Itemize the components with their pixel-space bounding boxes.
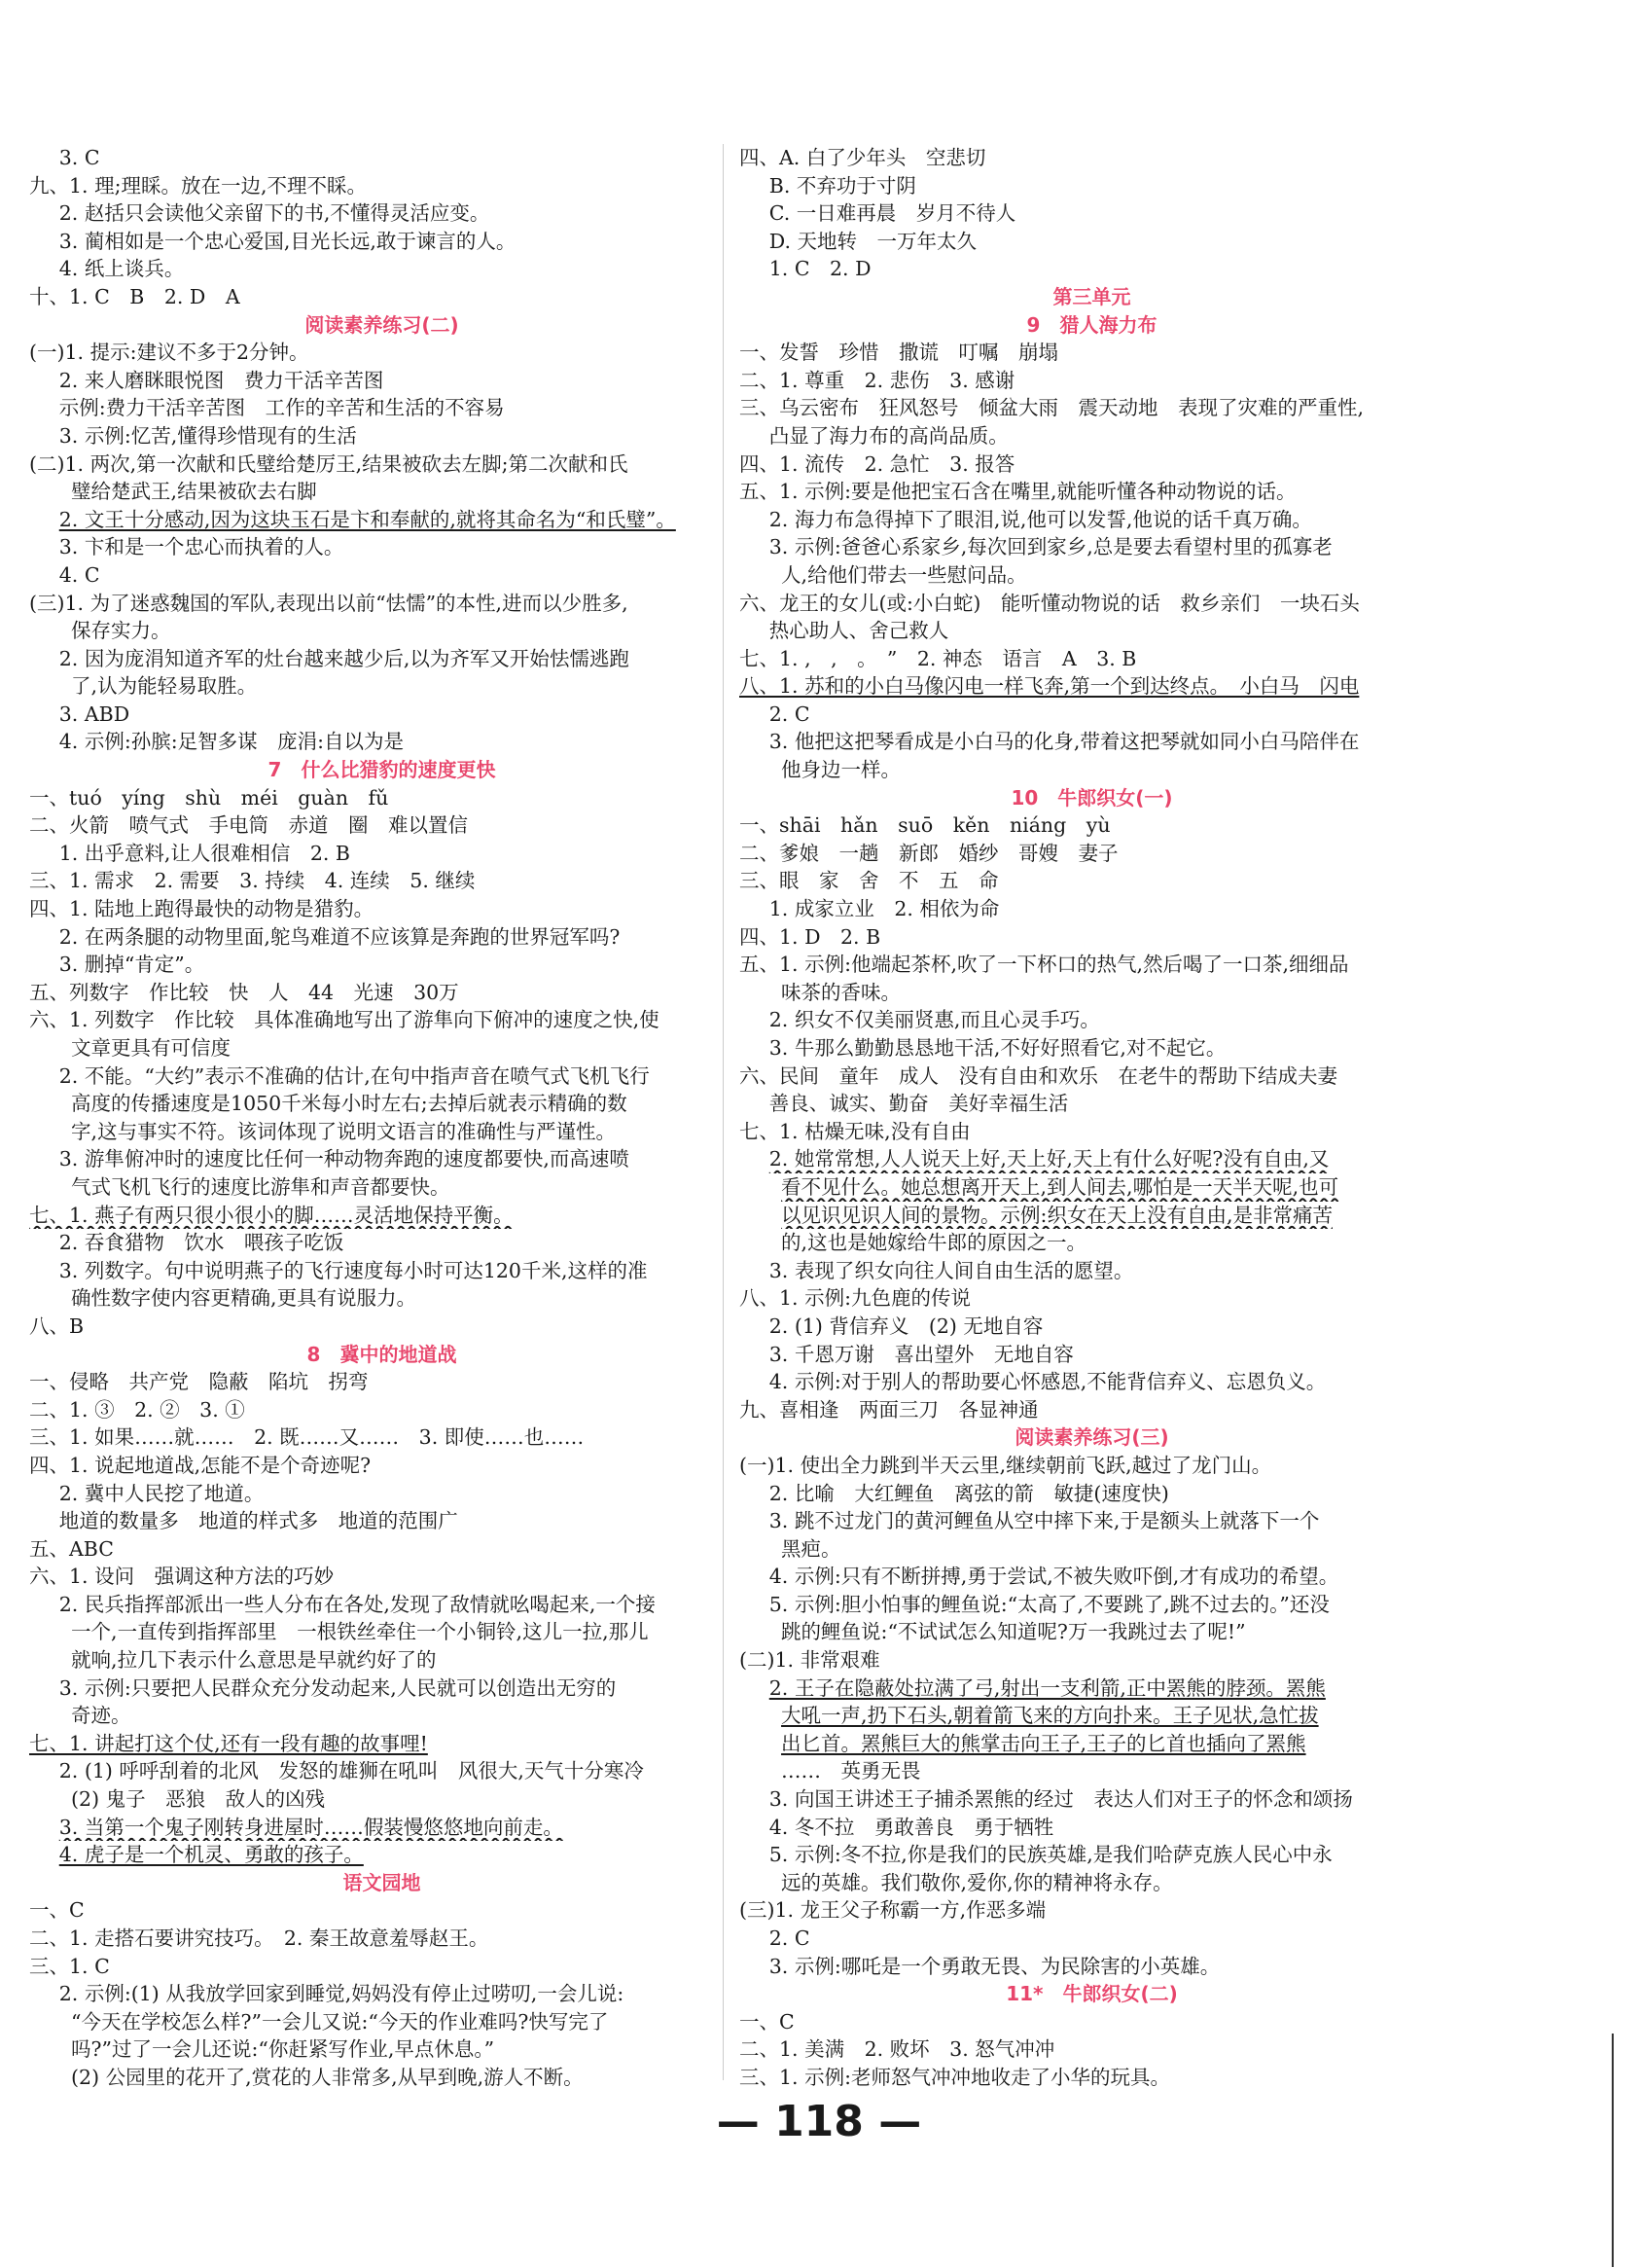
answer-line: 二、1. 尊重 2. 悲伤 3. 感谢 xyxy=(739,368,1015,392)
answer-line: 一、tuó yíng shù méi guàn fǔ xyxy=(29,785,389,810)
answer-line: 3. 卞和是一个忠心而执着的人。 xyxy=(58,535,344,559)
answer-line: 味茶的香味。 xyxy=(781,980,902,1004)
answer-line: 2. 织女不仅美丽贤惠,而且心灵手巧。 xyxy=(768,1008,1100,1032)
answer-line: 2. 民兵指挥部派出一些人分布在各处,发现了敌情就吆喝起来,一个接 xyxy=(58,1592,656,1616)
answer-line: 六、民间 童年 成人 没有自由和欢乐 在老牛的帮助下结成夫妻 xyxy=(739,1063,1337,1088)
answer-line: 善良、诚实、勤奋 美好幸福生活 xyxy=(768,1092,1069,1116)
section-heading: 11* 牛郎织女(二) xyxy=(1006,1982,1178,2006)
answer-line: 四、1. 说起地道战,怎能不是个奇迹呢? xyxy=(29,1453,372,1477)
answer-line: 高度的传播速度是1050千米每小时左右;去掉后就表示精确的数 xyxy=(71,1092,627,1116)
answer-line: 一、shāi hǎn suō kěn niáng yù xyxy=(739,813,1111,838)
answer-line: 二、爹娘 一趟 新郎 婚纱 哥嫂 妻子 xyxy=(739,841,1119,865)
answer-line: 三、1. C xyxy=(29,1954,110,1978)
answer-line: 4. 示例:孙膑:足智多谋 庞涓:自以为是 xyxy=(58,730,405,754)
answer-line: 2. 赵括只会读他父亲留下的书,不懂得灵活应变。 xyxy=(58,201,490,226)
answer-line: 2. 海力布急得掉下了眼泪,说,他可以发誓,他说的话千真万确。 xyxy=(768,507,1312,531)
answer-line: 九、喜相逢 两面三刀 各显神通 xyxy=(739,1397,1039,1422)
answer-line: 1. 成家立业 2. 相依为命 xyxy=(768,897,1000,921)
answer-line: 1. 出乎意料,让人很难相信 2. B xyxy=(58,841,350,865)
answer-line: B. 不弃功于寸阴 xyxy=(768,173,916,198)
answer-line: 2. 王子在隐蔽处拉满了弓,射出一支利箭,正中罴熊的脖颈。罴熊 xyxy=(768,1675,1326,1700)
answer-line: 地道的数量多 地道的样式多 地道的范围广 xyxy=(58,1509,458,1533)
answer-line: 二、1. 走搭石要讲究技巧。 2. 秦王故意羞辱赵王。 xyxy=(29,1926,489,1950)
answer-line: 3. C xyxy=(58,146,100,169)
answer-line: 的,这也是她嫁给牛郎的原因之一。 xyxy=(781,1231,1087,1255)
answer-line: 三、1. 示例:老师怒气冲冲地收走了小华的玩具。 xyxy=(739,2065,1170,2089)
answer-line: 二、1. 美满 2. 败坏 3. 怒气冲冲 xyxy=(739,2037,1055,2062)
answer-line: (2) 公园里的花开了,赏花的人非常多,从早到晚,游人不断。 xyxy=(71,2065,584,2089)
answer-line: 文章更具有可信度 xyxy=(71,1036,231,1060)
answer-line: 奇迹。 xyxy=(71,1704,131,1728)
answer-line: (一)1. 提示:建议不多于2分钟。 xyxy=(29,341,309,365)
answer-line: 示例:费力干活辛苦图 工作的辛苦和生活的不容易 xyxy=(58,396,505,420)
answer-line: (三)1. 龙王父子称霸一方,作恶多端 xyxy=(739,1898,1047,1923)
section-heading: 8 冀中的地道战 xyxy=(306,1342,457,1366)
answer-line: 3. 示例:爸爸心系家乡,每次回到家乡,总是要去看望村里的孤寡老 xyxy=(768,535,1333,559)
answer-line: 2. 文王十分感动,因为这块玉石是卞和奉献的,就将其命名为“和氏璧”。 xyxy=(58,507,676,531)
page-edge-line xyxy=(1612,2034,1614,2267)
answer-line: 一、发誓 珍惜 撒谎 叮嘱 崩塌 xyxy=(739,341,1058,365)
answer-line: 远的英雄。我们敬你,爱你,你的精神将永存。 xyxy=(781,1870,1173,1894)
answer-line: 璧给楚武王,结果被砍去右脚 xyxy=(71,480,317,504)
answer-line: 了,认为能轻易取胜。 xyxy=(71,674,258,699)
answer-line: (三)1. 为了迷惑魏国的军队,表现出以前“怯懦”的本性,进而以少胜多, xyxy=(29,591,628,615)
answer-line: 3. 他把这把琴看成是小白马的化身,带着这把琴就如同小白马陪伴在 xyxy=(768,730,1360,754)
answer-line: 十、1. C B 2. D A xyxy=(29,284,240,308)
answer-line: 二、火箭 喷气式 手电筒 赤道 圈 难以置信 xyxy=(29,813,468,838)
answer-line: 出匕首。罴熊巨大的熊掌击向王子,王子的匕首也插向了罴熊 xyxy=(781,1731,1306,1755)
answer-line: 3. 示例:只要把人民群众充分发动起来,人民就可以创造出无穷的 xyxy=(58,1675,617,1700)
answer-line: 一个,一直传到指挥部里 一根铁丝牵住一个小铜铃,这儿一拉,那儿 xyxy=(71,1620,649,1644)
answer-line: 一、C xyxy=(29,1898,85,1923)
answer-line: (一)1. 使出全力跳到半天云里,继续朝前飞跃,越过了龙门山。 xyxy=(739,1453,1272,1477)
answer-line: 2. 她常常想,人人说天上好,天上好,天上有什么好呢?没有自由,又 xyxy=(768,1147,1330,1171)
answer-line: 八、1. 苏和的小白马像闪电一样飞奔,第一个到达终点。 小白马 闪电 xyxy=(739,674,1360,699)
answer-line: 就响,拉几下表示什么意思是早就约好了的 xyxy=(71,1648,437,1673)
section-heading: 7 什么比猎豹的速度更快 xyxy=(267,758,496,782)
answer-line: 3. 列数字。句中说明燕子的飞行速度每小时可达120千米,这样的准 xyxy=(58,1258,648,1282)
answer-line: 2. 示例:(1) 从我放学回家到睡觉,妈妈没有停止过唠叨,一会儿说: xyxy=(58,1982,624,2006)
answer-line: 七、1. 讲起打这个仗,还有一段有趣的故事哩! xyxy=(29,1731,428,1755)
answer-line: 1. C 2. D xyxy=(768,257,872,281)
answer-line: 保存实力。 xyxy=(71,619,171,643)
answer-line: 2. 吞食猎物 饮水 喂孩子吃饭 xyxy=(58,1231,344,1255)
right-column xyxy=(739,144,1444,2092)
answer-line: …… 英勇无畏 xyxy=(781,1759,921,1783)
answer-line: 以见识见识人间的景物。示例:织女在天上没有自由,是非常痛苦 xyxy=(781,1203,1333,1227)
answer-line: 2. 不能。“大约”表示不准确的估计,在句中指声音在喷气式飞机飞行 xyxy=(58,1063,650,1088)
answer-line: 七、1. , , 。 ” 2. 神态 语言 A 3. B xyxy=(739,646,1137,670)
answer-line: 吗?”过了一会儿还说:“你赶紧写作业,早点休息。” xyxy=(71,2037,495,2062)
answer-line: 3. 牛那么勤勤恳恳地干活,不好好照看它,对不起它。 xyxy=(768,1036,1227,1060)
answer-line: 3. 蔺相如是一个忠心爱国,目光长远,敢于谏言的人。 xyxy=(58,229,516,253)
left-column xyxy=(29,144,734,2092)
answer-line: 3. 跳不过龙门的黄河鲤鱼从空中摔下来,于是额头上就落下一个 xyxy=(768,1509,1320,1533)
answer-line: 2. 冀中人民挖了地道。 xyxy=(58,1481,265,1505)
answer-line: 3. 当第一个鬼子刚转身进屋时……假装慢悠悠地向前走。 xyxy=(58,1815,563,1839)
answer-line: 2. C xyxy=(768,1926,810,1950)
answer-line: 4. 冬不拉 勇敢善良 勇于牺牲 xyxy=(768,1815,1054,1839)
answer-line: 3. 千恩万谢 喜出望外 无地自容 xyxy=(768,1342,1074,1366)
answer-line: 五、1. 示例:要是他把宝石含在嘴里,就能听懂各种动物说的话。 xyxy=(739,480,1297,504)
answer-line: “今天在学校怎么样?”一会儿又说:“今天的作业难吗?快写完了 xyxy=(71,2009,609,2034)
answer-line: 3. 删掉“肯定”。 xyxy=(58,953,205,977)
section-heading: 阅读素养练习(三) xyxy=(1015,1425,1169,1450)
answer-line: 三、眼 家 舍 不 五 命 xyxy=(739,869,999,893)
answer-line: 四、1. D 2. B xyxy=(739,924,881,949)
answer-line: 他身边一样。 xyxy=(781,758,902,782)
answer-line: 2. 来人磨眯眼悦图 费力干活辛苦图 xyxy=(58,368,384,392)
answer-line: 确性数字使内容更精确,更具有说服力。 xyxy=(71,1286,417,1311)
answer-line: 八、B xyxy=(29,1314,85,1338)
answer-line: 五、列数字 作比较 快 人 44 光速 30万 xyxy=(29,980,459,1004)
answer-line: C. 一日难再晨 岁月不待人 xyxy=(768,201,1016,226)
answer-line: 四、1. 流传 2. 急忙 3. 报答 xyxy=(739,451,1015,476)
answer-line: D. 天地转 一万年太久 xyxy=(768,229,977,253)
answer-line: 黑疤。 xyxy=(781,1536,841,1561)
answer-line: 三、1. 需求 2. 需要 3. 持续 4. 连续 5. 继续 xyxy=(29,869,476,893)
answer-line: 八、1. 示例:九色鹿的传说 xyxy=(739,1286,971,1311)
answer-line: 3. 表现了织女向往人间自由生活的愿望。 xyxy=(768,1258,1134,1282)
answer-line: 五、ABC xyxy=(29,1536,114,1561)
answer-line: 九、1. 理;理睬。放在一边,不理不睬。 xyxy=(29,173,367,198)
answer-line: 七、1. 燕子有两只很小很小的脚……灵活地保持平衡。 xyxy=(29,1203,514,1227)
answer-line: 二、1. ③ 2. ② 3. ① xyxy=(29,1397,245,1422)
answer-line: 看不见什么。她总想离开天上,到人间去,哪怕是一天半天呢,也可 xyxy=(781,1174,1339,1199)
answer-line: 字,这与事实不符。该词体现了说明文语言的准确性与严谨性。 xyxy=(71,1119,617,1143)
answer-line: 5. 示例:胆小怕事的鲤鱼说:“太高了,不要跳了,跳不过去的。”还没 xyxy=(768,1592,1330,1616)
answer-line: 4. 纸上谈兵。 xyxy=(58,257,185,281)
answer-line: 2. (1) 呼呼刮着的北风 发怒的雄狮在吼叫 风很大,天气十分寒冷 xyxy=(58,1759,644,1783)
answer-line: 六、1. 设问 强调这种方法的巧妙 xyxy=(29,1565,335,1589)
page-number: — 118 — xyxy=(716,2097,922,2146)
answer-line: 六、1. 列数字 作比较 具体准确地写出了游隼向下俯冲的速度之快,使 xyxy=(29,1008,659,1032)
answer-line: 四、A. 白了少年头 空悲切 xyxy=(739,146,986,169)
section-heading: 语文园地 xyxy=(342,1870,421,1894)
answer-line: 三、乌云密布 狂风怒号 倾盆大雨 震天动地 表现了灾难的严重性, xyxy=(739,396,1365,420)
answer-line: (二)1. 两次,第一次献和氏璧给楚厉王,结果被砍去左脚;第二次献和氏 xyxy=(29,451,628,476)
answer-line: 4. 示例:对于别人的帮助要心怀感恩,不能背信弃义、忘恩负义。 xyxy=(768,1370,1327,1394)
answer-line: 三、1. 如果……就…… 2. 既……又…… 3. 即使……也…… xyxy=(29,1425,585,1450)
answer-line: 四、1. 陆地上跑得最快的动物是猎豹。 xyxy=(29,897,374,921)
answer-line: 跳的鲤鱼说:“不试试怎么知道呢?万一我跳过去了呢!” xyxy=(781,1620,1246,1644)
answer-line: 3. 向国王讲述王子捕杀罴熊的经过 表达人们对王子的怀念和颂扬 xyxy=(768,1787,1353,1812)
section-heading: 第三单元 xyxy=(1052,284,1131,308)
section-heading: 阅读素养练习(二) xyxy=(304,312,459,337)
answer-line: 5. 示例:冬不拉,你是我们的民族英雄,是我们哈萨克族人民心中永 xyxy=(768,1843,1333,1867)
answer-line: (2) 鬼子 恶狼 敌人的凶残 xyxy=(71,1787,326,1812)
answer-line: 五、1. 示例:他端起茶杯,吹了一下杯口的热气,然后喝了一口茶,细细品 xyxy=(739,953,1349,977)
answer-line: 六、龙王的女儿(或:小白蛇) 能听懂动物说的话 救乡亲们 一块石头 xyxy=(739,591,1360,615)
answer-line: 2. (1) 背信弃义 (2) 无地自容 xyxy=(768,1314,1044,1338)
answer-line: 一、C xyxy=(739,2009,795,2034)
answer-line: 热心助人、舍己救人 xyxy=(768,619,949,643)
answer-line: 3. 示例:哪吒是一个勇敢无畏、为民除害的小英雄。 xyxy=(768,1954,1221,1978)
answer-line: 大吼一声,扔下石头,朝着箭飞来的方向扑来。王子见状,急忙拔 xyxy=(781,1704,1319,1728)
answer-line: 一、侵略 共产党 隐蔽 陷坑 拐弯 xyxy=(29,1370,369,1394)
answer-line: 凸显了海力布的高尚品质。 xyxy=(768,423,1009,448)
answer-line: 2. C xyxy=(768,702,810,726)
answer-line: 4. 示例:只有不断拼搏,勇于尝试,不被失败吓倒,才有成功的希望。 xyxy=(768,1565,1339,1589)
answer-line: 人,给他们带去一些慰问品。 xyxy=(781,562,1027,587)
answer-line: 3. ABD xyxy=(58,702,130,726)
answer-line: 2. 比喻 大红鲤鱼 离弦的箭 敏捷(速度快) xyxy=(768,1481,1169,1505)
answer-line: 2. 因为庞涓知道齐军的灶台越来越少后,以为齐军又开始怯懦逃跑 xyxy=(58,646,629,670)
answer-line: (二)1. 非常艰难 xyxy=(739,1648,880,1673)
answer-line: 七、1. 枯燥无味,没有自由 xyxy=(739,1119,971,1143)
answer-line: 4. C xyxy=(58,562,100,587)
answer-line: 3. 游隼俯冲时的速度比任何一种动物奔跑的速度都要快,而高速喷 xyxy=(58,1147,629,1171)
section-heading: 10 牛郎织女(一) xyxy=(1011,785,1173,810)
answer-line: 3. 示例:忆苦,懂得珍惜现有的生活 xyxy=(58,423,357,448)
section-heading: 9 猎人海力布 xyxy=(1026,312,1157,337)
answer-line: 4. 虎子是一个机灵、勇敢的孩子。 xyxy=(58,1843,364,1867)
answer-line: 2. 在两条腿的动物里面,鸵鸟难道不应该算是奔跑的世界冠军吗? xyxy=(58,924,621,949)
answer-line: 气式飞机飞行的速度比游隼和声音都要快。 xyxy=(71,1174,450,1199)
